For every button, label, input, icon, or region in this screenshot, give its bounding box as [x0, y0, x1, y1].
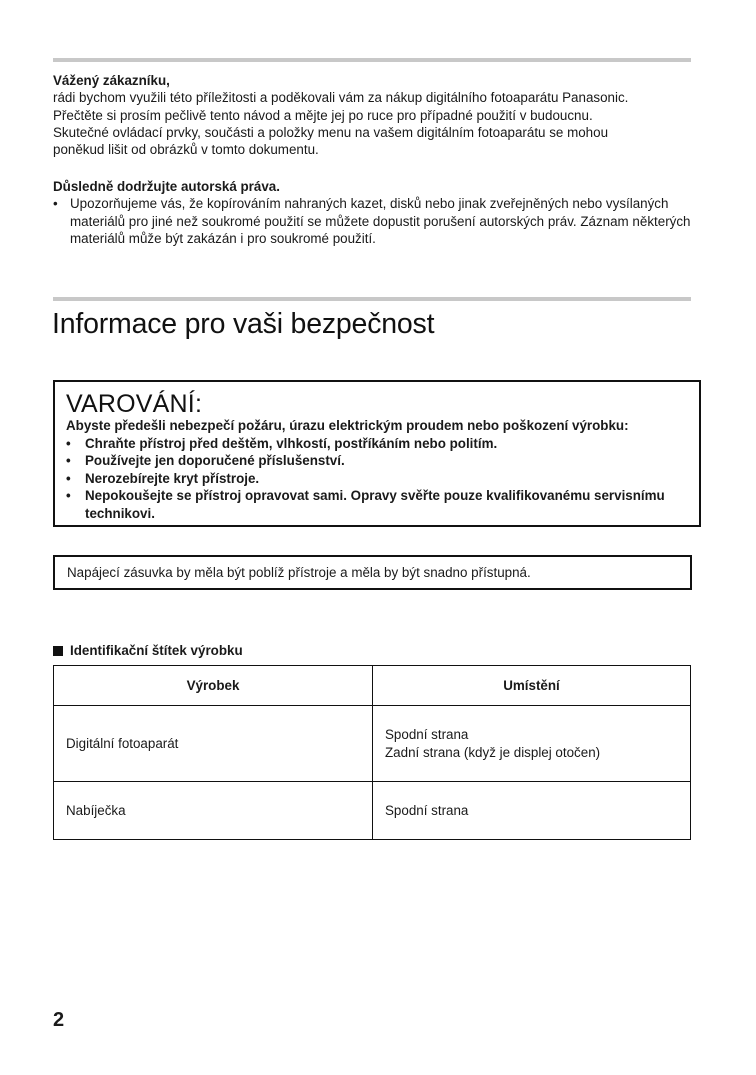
- id-table-title: [53, 643, 243, 658]
- warning-item-text: Chraňte přístroj před deštěm, vlhkostí, postříkáním nebo politím.: [85, 435, 498, 451]
- section-title: Informace pro vaši bezpečnost: [52, 308, 435, 340]
- table-row: [54, 782, 691, 840]
- id-table-title-text: Identifikační štítek výrobku: [70, 643, 243, 658]
- bullet-icon: •: [66, 470, 71, 486]
- product-cell: Digitální fotoaparát: [54, 706, 373, 782]
- top-divider: [53, 58, 691, 62]
- copyright-title: Důsledně dodržujte autorská práva.: [53, 179, 280, 194]
- warning-item: [66, 487, 699, 522]
- table-header-row: [54, 666, 691, 706]
- warning-intro: Abyste předešli nebezpečí požáru, úrazu elektrickým proudem nebo poškození výrobku:: [66, 418, 629, 433]
- warning-item: [66, 435, 699, 453]
- copyright-notice: [53, 178, 693, 247]
- section-divider: [53, 297, 691, 301]
- greeting-paragraph: [53, 72, 693, 158]
- copyright-bullet-item: [53, 195, 693, 247]
- product-cell: Nabíječka: [54, 782, 373, 840]
- bullet-icon: •: [53, 196, 58, 212]
- bullet-icon: •: [66, 435, 71, 451]
- warning-item: [66, 452, 699, 470]
- greeting-line: Přečtěte si prosím pečlivě tento návod a mějte jej po ruce pro případné použití v budoucnu.: [53, 107, 593, 123]
- warning-box: [53, 380, 701, 527]
- page-number: 2: [53, 1009, 65, 1031]
- location-line: Spodní strana: [385, 726, 469, 742]
- greeting-line: poněkud lišit od obrázků v tomto dokumentu.: [53, 142, 319, 158]
- id-label-table: [53, 665, 691, 840]
- warning-heading: VAROVÁNÍ:: [66, 390, 203, 418]
- square-bullet-icon: [53, 646, 63, 656]
- location-cell: [373, 706, 691, 782]
- greeting-title: Vážený zákazníku,: [53, 73, 170, 88]
- greeting-line: Skutečné ovládací prvky, součásti a položky menu na vašem digitálním fotoaparátu se mohou: [53, 124, 609, 140]
- bullet-icon: •: [66, 488, 71, 504]
- warning-list: [66, 435, 699, 523]
- column-header-location: Umístění: [373, 666, 691, 706]
- location-line: Spodní strana: [385, 802, 469, 818]
- warning-item-text: Nepokoušejte se přístroj opravovat sami. Opravy svěřte pouze kvalifikovanému servisnímu technikovi.: [85, 488, 665, 521]
- location-line: Zadní strana (když je displej otočen): [385, 744, 601, 760]
- warning-item: [66, 470, 699, 488]
- location-cell: [373, 782, 691, 840]
- greeting-line: rádi bychom využili této příležitosti a poděkovali vám za nákup digitálního fotoaparátu Panasonic.: [53, 90, 629, 106]
- table-row: [54, 706, 691, 782]
- bullet-icon: •: [66, 453, 71, 469]
- power-outlet-note: Napájecí zásuvka by měla být poblíž přístroje a měla by být snadno přístupná.: [53, 555, 692, 590]
- warning-item-text: Nerozebírejte kryt přístroje.: [85, 470, 260, 486]
- copyright-text: Upozorňujeme vás, že kopírováním nahraných kazet, disků nebo jinak zveřejněných nebo vysílaných materiálů pro jiné než soukromé použití se můžete dopustit porušení autorských práv. Záznam některých materiálů může být zakázán i pro soukromé použití.: [70, 196, 691, 246]
- warning-item-text: Používejte jen doporučené příslušenství.: [85, 453, 345, 469]
- column-header-product: Výrobek: [54, 666, 373, 706]
